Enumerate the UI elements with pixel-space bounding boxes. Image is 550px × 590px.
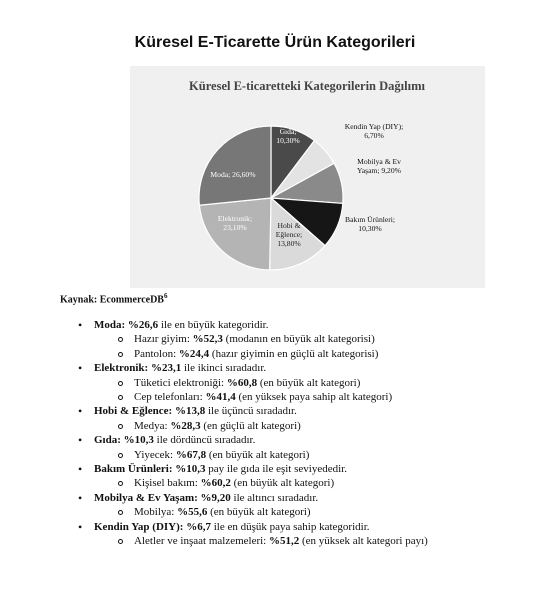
sub-bullet-item (0, 376, 550, 390)
bullet-text: ile dördüncü sıradadır. (153, 434, 256, 447)
sub-bullet-post: (en yüksek paya sahip alt kategori) (235, 391, 393, 404)
bullet-text: ile üçüncü sıradadır. (205, 405, 297, 418)
bullet-highlight: Moda: %26,6 (94, 319, 159, 331)
slice-label-line: 23,10% (223, 223, 247, 232)
sub-bullet-pre: Kişisel bakım: (134, 477, 201, 490)
sub-bullet-post: (modanın en büyük alt kategorisi) (222, 333, 375, 346)
pie-slice (199, 198, 271, 270)
sub-bullet-post: (en güçlü alt kategori) (200, 419, 301, 432)
sub-bullet-pre: Mobilya: (134, 506, 178, 519)
sub-bullet-post: (hazır giyimin en güçlü alt kategorisi) (209, 347, 379, 360)
slice-label-line: Yaşam; 9,20% (357, 166, 401, 175)
sub-bullet-value: %60,8 (226, 376, 258, 389)
sub-bullet-item (0, 347, 550, 361)
sub-bullet-pre: Hazır giyim: (134, 333, 193, 346)
slice-label (276, 221, 303, 248)
sub-bullet-pre: Tüketici elektroniği: (134, 376, 227, 389)
slice-label-line: Eğlence; (275, 230, 303, 239)
bullet-text: ile ikinci sıradadır. (181, 362, 267, 375)
slice-label (357, 157, 402, 175)
bullet-highlight: Gıda: %10,3 (94, 434, 154, 447)
sub-bullet-value: %60,2 (200, 477, 231, 490)
bullet-item (0, 520, 550, 534)
sub-bullet-pre: Pantolon: (134, 347, 179, 360)
sub-bullet-value: %52,3 (192, 333, 223, 346)
slice-label-line: 6,70% (364, 131, 384, 140)
sub-bullet-post: (en büyük alt kategori) (206, 448, 310, 461)
slice-label-line: Kendin Yap (DIY); (344, 122, 404, 131)
sub-bullet-item (0, 448, 550, 462)
sub-bullet-value: %51,2 (269, 535, 300, 548)
source-note (60, 292, 167, 305)
slice-label-line: Hobi & (277, 221, 301, 230)
sub-bullet-pre: Yiyecek: (134, 448, 176, 461)
sub-bullet-pre: Medya: (134, 419, 171, 432)
slice-label-line: 13,80% (277, 239, 301, 248)
bullet-item (0, 404, 550, 418)
sub-bullet-post: (en büyük alt kategori) (257, 376, 361, 389)
bullet-text: ile en düşük paya sahip kategoridir. (210, 520, 370, 533)
sub-bullet-pre: Aletler ve inşaat malzemeleri: (134, 535, 269, 548)
sub-bullet-post: (en yüksek alt kategori payı) (299, 535, 428, 548)
slice-label-line: 10,30% (358, 224, 382, 233)
slice-label (276, 127, 300, 145)
slice-label-line: Mobilya & Ev (357, 157, 401, 166)
document-title: Küresel E-Ticarette Ürün Kategorileri (134, 34, 416, 51)
bullet-item (0, 433, 550, 447)
bullet-highlight: Kendin Yap (DIY): %6,7 (94, 520, 211, 533)
bullet-text: pay ile gıda ile eşit seviyededir. (205, 463, 347, 476)
slice-label (345, 122, 403, 140)
source-label: Kaynak: EcommerceDB (60, 294, 164, 306)
sub-bullet-post: (en büyük alt kategori) (230, 477, 335, 490)
sub-bullet-item (0, 534, 550, 548)
slice-label-line: Bakım Ürünleri; (345, 215, 395, 224)
slice-label (210, 170, 256, 179)
pie-chart (130, 66, 485, 288)
chart-title: Küresel E-ticaretteki Kategorilerin Dağılımı (189, 79, 425, 93)
bullet-highlight: Mobilya & Ev Yaşam: %9,20 (94, 491, 231, 504)
sub-bullet-value: %41,4 (205, 391, 236, 404)
sub-bullet-pre: Cep telefonları: (134, 391, 206, 404)
sub-bullet-value: %24,4 (178, 347, 210, 360)
bullet-item (0, 318, 550, 332)
bullet-highlight: Bakım Ürünleri: %10,3 (94, 463, 206, 476)
sub-bullet-item (0, 390, 550, 404)
pie-chart-panel (130, 66, 485, 288)
slice-label-line: Elektronik; (217, 214, 253, 223)
source-ref: 6 (163, 292, 168, 300)
sub-bullet-item (0, 332, 550, 346)
bullet-text: ile en büyük kategoridir. (158, 319, 269, 331)
sub-bullet-value: %55,6 (177, 506, 208, 519)
bullet-item (0, 462, 550, 476)
bullet-highlight: Elektronik: %23,1 (94, 362, 182, 375)
pie-slice (199, 126, 271, 205)
sub-bullet-item (0, 419, 550, 433)
slice-label-line: 10,30% (276, 136, 300, 145)
slice-label-line: Gıda; (279, 127, 297, 136)
sub-bullet-value: %67,8 (175, 448, 207, 461)
sub-bullet-item (0, 476, 550, 490)
sub-bullet-value: %28,3 (170, 419, 201, 432)
slice-label-line: Moda; 26,60% (210, 170, 256, 179)
slice-label (345, 215, 395, 233)
bullet-item (0, 361, 550, 375)
bullet-item (0, 491, 550, 505)
category-bullet-list (0, 318, 550, 549)
bullet-highlight: Hobi & Eğlence: %13,8 (94, 405, 206, 418)
bullet-text: ile altıncı sıradadır. (230, 491, 319, 504)
sub-bullet-post: (en büyük alt kategori) (207, 506, 311, 519)
sub-bullet-item (0, 505, 550, 519)
